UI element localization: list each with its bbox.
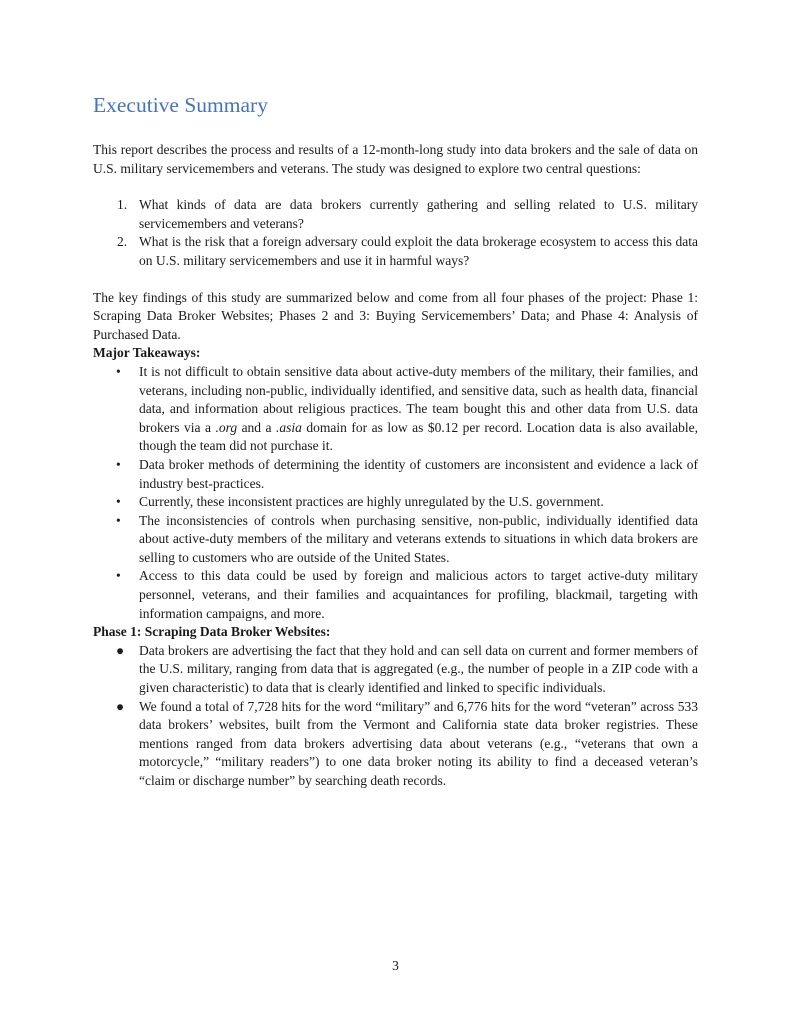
org-domain-text: .org [215, 419, 238, 435]
list-item [93, 512, 698, 568]
list-number: 1. [117, 197, 128, 213]
list-number: 2. [117, 234, 128, 250]
list-item [93, 567, 698, 623]
list-item [93, 698, 698, 791]
findings-intro-paragraph: The key findings of this study are summarized below and come from all four phases of the project: Phase 1: Scraping Data Broker Websites; Phases 2 and 3: Buying Servicemembers’ Data; and Phase 4: Analysis of Purchased Data. [93, 289, 698, 342]
list-item-text: What kinds of data are data brokers currently gathering and selling related to U.S. military servicemembers and veterans? [139, 197, 698, 231]
bullet-icon: • [116, 494, 121, 510]
section-title: Executive Summary [93, 93, 268, 117]
list-item [93, 196, 698, 233]
list-item [93, 456, 698, 493]
list-item-text: What is the risk that a foreign adversary could exploit the data brokerage ecosystem to access this data on U.S. military servicemembers and use it in harmful ways? [139, 234, 698, 268]
phase1-list [93, 642, 698, 791]
list-item-text: We found a total of 7,728 hits for the word “military” and 6,776 hits for the word “veteran” across 533 data brokers’ websites, built from the Vermont and California state data broker registries. These mentions ranged from data brokers advertising data about veterans (e.g., “veterans that own a motorcycle,” “military readers”) to one data broker noting its ability to find a deceased veteran’s “claim or discharge number” by searching death records. [139, 698, 698, 788]
questions-list [93, 196, 698, 270]
major-takeaways-list [93, 363, 698, 623]
list-item-text: The inconsistencies of controls when purchasing sensitive, non-public, individually identified data about active-duty members of the military and veterans extends to situations in which data brokers are selling to customers who are outside of the United States. [139, 512, 698, 565]
list-item-text: Currently, these inconsistent practices are highly unregulated by the U.S. government. [139, 494, 604, 510]
bullet-icon: • [116, 568, 121, 584]
list-item-text: It is not difficult to obtain sensitive data about active-duty members of the military, their families, and veterans, including non-public, individually identified, and sensitive data, such as health data, financial data, and information about religious practices. The team bought this and other data from U.S. data brokers via a .org and a .asia domain for as low as $0.12 per record. Location data is also available, though the team did not purchase it. [139, 363, 698, 454]
bullet-icon: • [116, 363, 121, 379]
bullet-icon: ● [116, 642, 125, 658]
list-item [93, 493, 698, 512]
document-page [93, 90, 698, 791]
phase1-heading: Phase 1: Scraping Data Broker Websites: [93, 624, 331, 640]
bullet-icon: • [116, 456, 121, 472]
list-item-text: Data broker methods of determining the identity of customers are inconsistent and evidence a lack of industry best-practices. [139, 456, 698, 491]
list-item [93, 233, 698, 270]
bullet-icon: • [116, 512, 121, 528]
asia-domain-text: .asia [276, 419, 302, 435]
list-item [93, 642, 698, 698]
page-number: 3 [392, 958, 399, 973]
bullet-icon: ● [116, 698, 125, 714]
list-item-text: Access to this data could be used by foreign and malicious actors to target active-duty military personnel, veterans, and their families and acquaintances for profiling, blackmail, targeting with information campaigns, and more. [139, 568, 698, 621]
intro-paragraph: This report describes the process and results of a 12-month-long study into data brokers and the sale of data on U.S. military servicemembers and veterans. The study was designed to explore two central questions: [93, 142, 698, 176]
major-takeaways-heading: Major Takeaways: [93, 345, 201, 361]
list-item [93, 363, 698, 456]
list-item-text: Data brokers are advertising the fact that they hold and can sell data on current and former members of the U.S. military, ranging from data that is aggregated (e.g., the number of people in a ZIP code with a given characteristic) to data that is clearly identified and linked to specific individuals. [139, 642, 698, 696]
